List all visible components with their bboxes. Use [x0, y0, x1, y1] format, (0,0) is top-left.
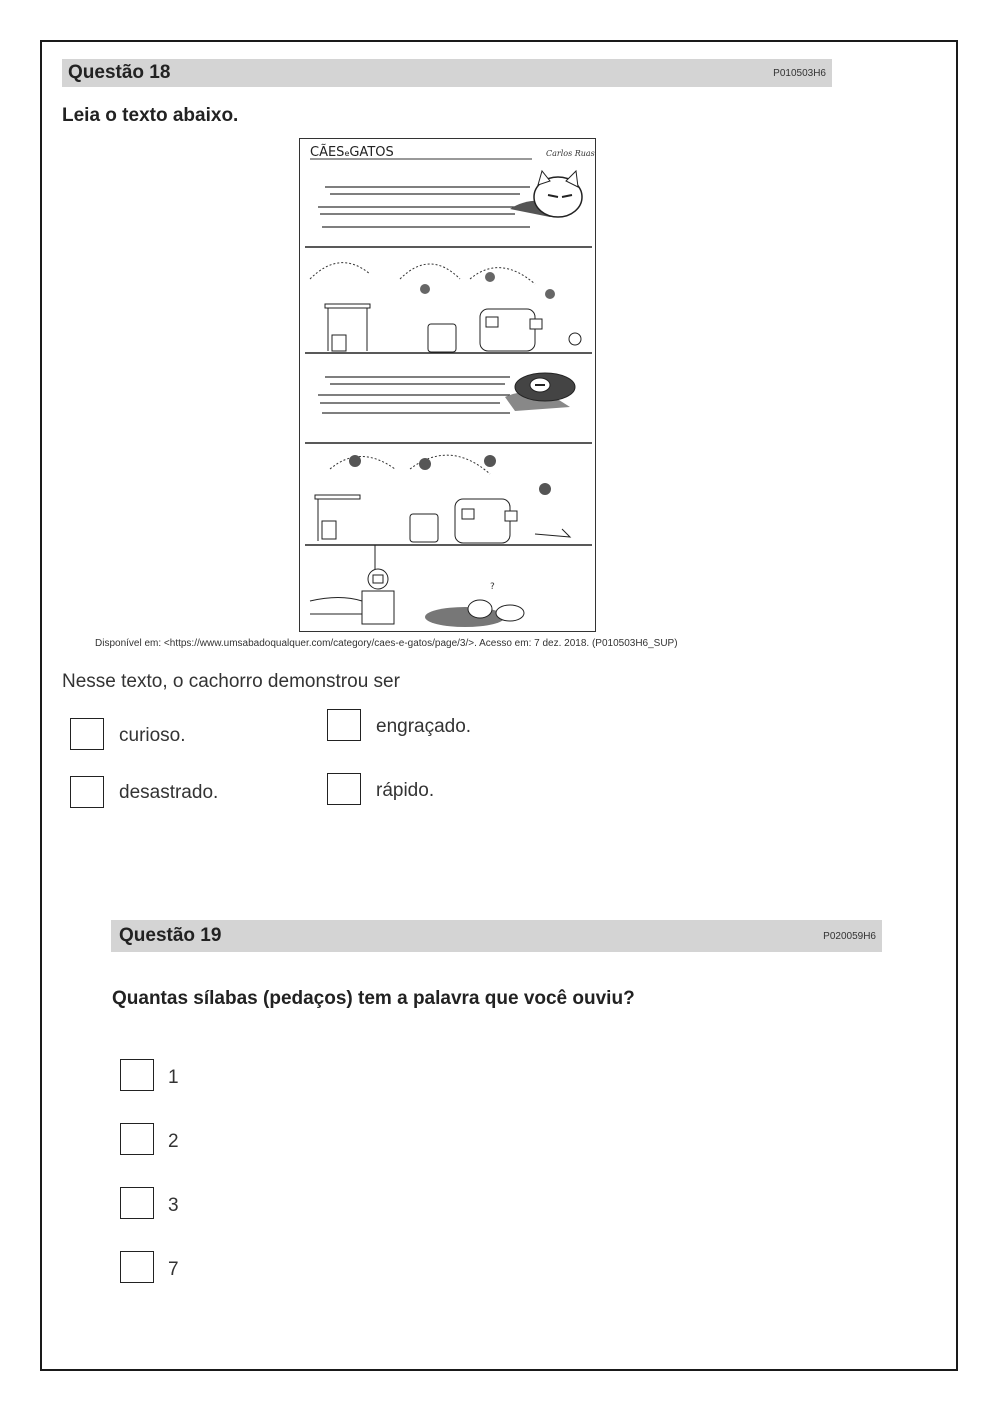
comic-strip-image — [299, 138, 596, 632]
option-checkbox-rapido[interactable] — [327, 773, 361, 805]
option-checkbox-desastrado[interactable] — [70, 776, 104, 808]
option-checkbox-2[interactable] — [120, 1123, 154, 1155]
question-18-code: P010503H6 — [773, 67, 826, 79]
svg-text:?: ? — [490, 582, 495, 592]
comic-signature: Carlos Ruas — [546, 149, 595, 158]
comic-source-citation: Disponível em: <https://www.umsabadoqualquer.com/category/caes-e-gatos/page/3/>. Acesso em: 7 dez. 2018. (P010503H6_SUP) — [95, 638, 678, 649]
option-label-7: 7 — [168, 1259, 179, 1280]
question-18-instruction: Leia o texto abaixo. — [62, 105, 239, 126]
option-checkbox-engracado[interactable] — [327, 709, 361, 741]
comic-drawing — [300, 139, 597, 633]
option-label-curioso: curioso. — [119, 725, 186, 746]
option-label-desastrado: desastrado. — [119, 782, 219, 803]
option-checkbox-7[interactable] — [120, 1251, 154, 1283]
option-checkbox-3[interactable] — [120, 1187, 154, 1219]
question-18-prompt: Nesse texto, o cachorro demonstrou ser — [62, 671, 400, 692]
option-checkbox-1[interactable] — [120, 1059, 154, 1091]
panel-5 — [310, 545, 524, 627]
panel-3 — [318, 373, 575, 413]
option-label-rapido: rápido. — [376, 780, 435, 801]
option-label-engracado: engraçado. — [376, 716, 472, 737]
panel-4 — [315, 455, 570, 543]
comic-title: CÃESeGATOS — [310, 145, 394, 160]
option-checkbox-curioso[interactable] — [70, 718, 104, 750]
panel-1 — [318, 171, 582, 227]
question-19-header — [111, 920, 882, 952]
question-19-title: Questão 19 — [119, 925, 222, 946]
panel-2 — [310, 263, 581, 352]
option-label-2: 2 — [168, 1131, 179, 1152]
question-19-prompt: Quantas sílabas (pedaços) tem a palavra que você ouviu? — [112, 988, 635, 1009]
question-18-header — [62, 59, 832, 87]
question-19-code: P020059H6 — [823, 930, 876, 942]
option-label-3: 3 — [168, 1195, 179, 1216]
option-label-1: 1 — [168, 1067, 179, 1088]
question-18-title: Questão 18 — [68, 62, 171, 83]
